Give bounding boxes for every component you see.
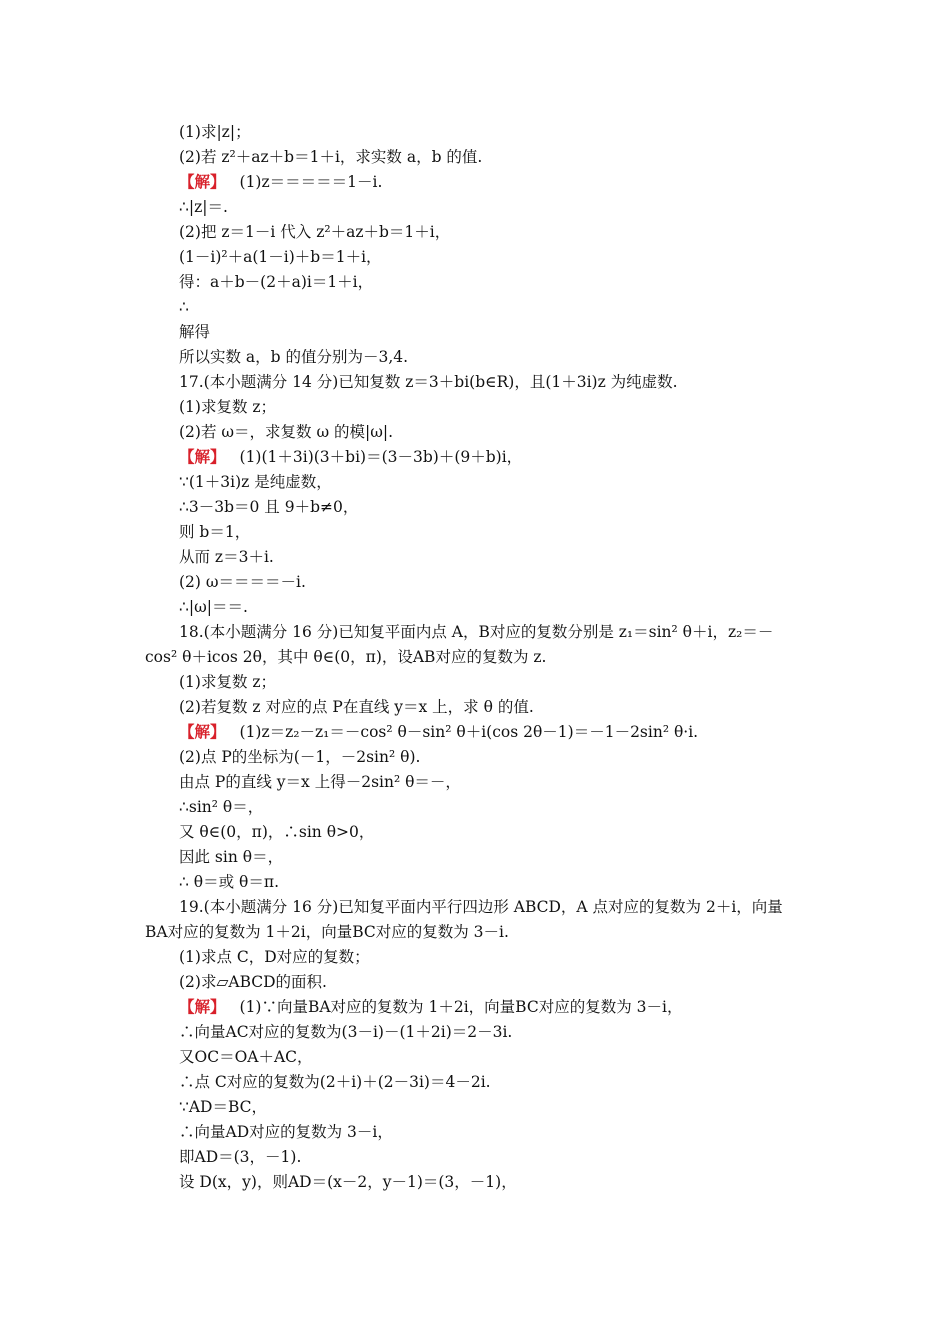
- solution-tag: 【解】: [179, 997, 226, 1016]
- text-line: ∴: [179, 298, 189, 316]
- text-line: ∴|ω|＝＝.: [179, 598, 248, 616]
- text-line: (2)点 P的坐标为(－1，－2sin² θ).: [179, 748, 421, 766]
- problem-heading: 18.(本小题满分 16 分)已知复平面内点 A，B对应的复数分别是 z₁＝sin² θ＋i，z₂＝－: [179, 623, 774, 641]
- text-line: ∵(1＋3i)z 是纯虚数，: [179, 473, 332, 491]
- text-line: (2)若复数 z 对应的点 P在直线 y＝x 上，求 θ 的值.: [179, 698, 534, 716]
- text-line: (1)求点 C，D对应的复数；: [179, 948, 370, 966]
- text-line: 即AD＝(3，－1).: [179, 1148, 302, 1166]
- text-line: ∴向量AD对应的复数为 3－i，: [179, 1123, 393, 1141]
- text-line: (2)若 z²＋az＋b＝1＋i，求实数 a，b 的值.: [179, 148, 483, 166]
- solution-line: 【解】 (1)∵向量BA对应的复数为 1＋2i，向量BC对应的复数为 3－i，: [179, 997, 683, 1016]
- text-line: ∴向量AC对应的复数为(3－i)－(1＋2i)＝2－3i.: [179, 1023, 513, 1041]
- solution-line: 【解】 (1)z＝＝＝＝＝1－i.: [179, 172, 383, 191]
- text-line: (1)求|z|；: [179, 123, 251, 141]
- text-line: ∴点 C对应的复数为(2＋i)＋(2－3i)＝4－2i.: [179, 1073, 491, 1091]
- problem-heading: 17.(本小题满分 14 分)已知复数 z＝3＋bi(b∈R)，且(1＋3i)z 为纯虚数.: [179, 373, 678, 391]
- text-line: (2) ω＝＝＝＝－i.: [179, 573, 306, 591]
- solution-tag: 【解】: [179, 447, 226, 466]
- text-line: 因此 sin θ＝，: [179, 848, 284, 866]
- problem-heading: 19.(本小题满分 16 分)已知复平面内平行四边形 ABCD，A 点对应的复数为 2＋i，向量: [179, 898, 783, 916]
- solution-line: 【解】 (1)z＝z₂－z₁＝－cos² θ－sin² θ＋i(cos 2θ－1)＝－1－2sin² θ·i.: [179, 722, 699, 741]
- text-line: 又 θ∈(0，π)，∴sin θ>0，: [179, 823, 375, 841]
- text-line: cos² θ＋icos 2θ，其中 θ∈(0，π)，设AB对应的复数为 z.: [145, 648, 547, 666]
- text-line: ∴ θ＝或 θ＝π.: [179, 873, 279, 891]
- text-line: 由点 P的直线 y＝x 上得－2sin² θ＝－，: [179, 773, 461, 791]
- text-line: 又OC＝OA＋AC，: [179, 1048, 313, 1066]
- text-line: 则 b＝1，: [179, 523, 251, 541]
- text-line: 从而 z＝3＋i.: [179, 548, 274, 566]
- text-line: (2)把 z＝1－i 代入 z²＋az＋b＝1＋i，: [179, 223, 451, 241]
- solution-line: 【解】 (1)(1＋3i)(3＋bi)＝(3－3b)＋(9＋b)i，: [179, 447, 523, 466]
- text-line: ∴|z|＝.: [179, 198, 228, 216]
- text-line: (2)求▱ABCD的面积.: [179, 973, 327, 991]
- solution-tag: 【解】: [179, 172, 226, 191]
- text-line: (1－i)²＋a(1－i)＋b＝1＋i，: [179, 248, 382, 266]
- text-line: 所以实数 a，b 的值分别为－3,4.: [179, 348, 409, 366]
- text-line: (1)求复数 z；: [179, 398, 277, 416]
- text-line: 得：a＋b－(2＋a)i＝1＋i，: [179, 273, 374, 291]
- text-line: BA对应的复数为 1＋2i，向量BC对应的复数为 3－i.: [145, 923, 509, 941]
- text-line: ∵AD＝BC，: [179, 1098, 268, 1116]
- text-line: ∴sin² θ＝，: [179, 798, 264, 816]
- solution-tag: 【解】: [179, 722, 226, 741]
- text-line: ∴3－3b＝0 且 9＋b≠0，: [179, 498, 359, 516]
- text-line: (1)求复数 z；: [179, 673, 277, 691]
- text-line: 设 D(x，y)，则AD＝(x－2，y－1)＝(3，－1)，: [179, 1173, 517, 1191]
- text-line: 解得: [179, 323, 211, 341]
- text-line: (2)若 ω＝，求复数 ω 的模|ω|.: [179, 423, 394, 441]
